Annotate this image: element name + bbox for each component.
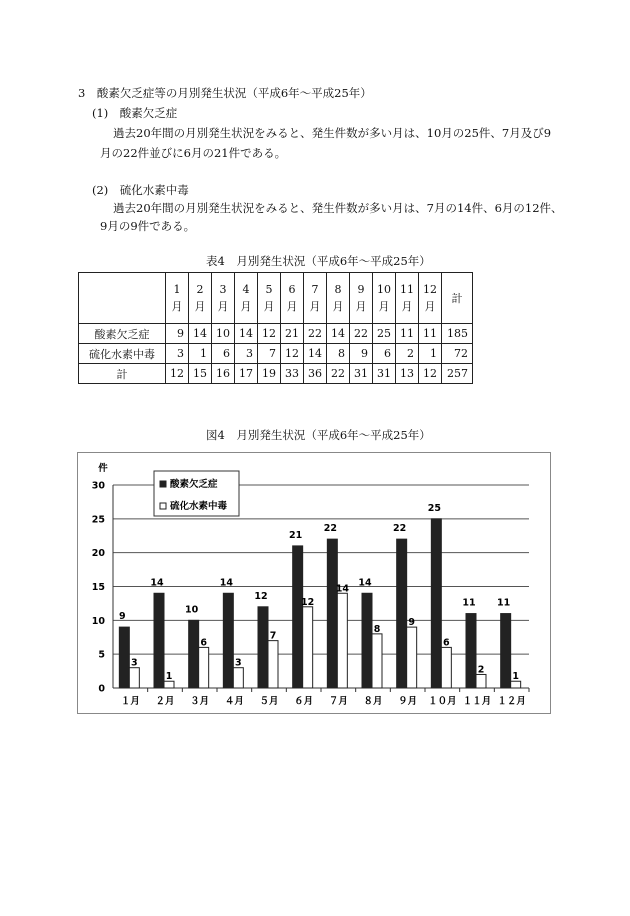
x-tick-label: ８月 bbox=[363, 696, 383, 707]
row-label: 計 bbox=[79, 364, 166, 384]
data-label: 1 bbox=[512, 671, 519, 683]
bar-h2s bbox=[476, 674, 486, 688]
y-tick-label: 0 bbox=[98, 683, 105, 695]
total-cell: 185 bbox=[442, 324, 473, 344]
data-label: 14 bbox=[150, 577, 164, 589]
data-label: 11 bbox=[497, 597, 511, 609]
header-cell: 3 月 bbox=[212, 273, 235, 324]
table-cell: 2 bbox=[396, 344, 419, 364]
data-label: 6 bbox=[200, 637, 207, 649]
table-cell: 16 bbox=[212, 364, 235, 384]
header-cell: 5 月 bbox=[258, 273, 281, 324]
table-cell: 33 bbox=[281, 364, 304, 384]
chart bbox=[77, 452, 551, 714]
table-cell: 1 bbox=[189, 344, 212, 364]
data-label: 14 bbox=[358, 577, 372, 589]
data-label: 1 bbox=[165, 671, 173, 683]
x-tick-label: １２月 bbox=[497, 696, 526, 707]
table-cell: 3 bbox=[166, 344, 189, 364]
table-cell: 6 bbox=[373, 344, 396, 364]
table-cell: 6 bbox=[212, 344, 235, 364]
table-cell: 12 bbox=[281, 344, 304, 364]
bar-h2s bbox=[303, 607, 313, 688]
bar-h2s bbox=[129, 668, 139, 688]
bar-h2s bbox=[233, 668, 243, 688]
table-row bbox=[79, 344, 473, 364]
total-cell: 257 bbox=[442, 364, 473, 384]
data-label: 2 bbox=[477, 664, 485, 676]
paragraph-line: 月の22件並びに6月の21件である。 bbox=[100, 146, 287, 160]
table-row bbox=[79, 364, 473, 384]
header-cell: 1 月 bbox=[166, 273, 189, 324]
bar-o2 bbox=[362, 593, 372, 688]
data-label: 12 bbox=[254, 590, 268, 602]
bar-h2s bbox=[268, 641, 278, 688]
bar-h2s bbox=[199, 647, 209, 688]
table-cell: 13 bbox=[396, 364, 419, 384]
table-cell: 21 bbox=[281, 324, 304, 344]
table-cell: 12 bbox=[258, 324, 281, 344]
monthly-table bbox=[78, 272, 473, 384]
data-label: 3 bbox=[131, 657, 138, 669]
table-cell: 11 bbox=[396, 324, 419, 344]
data-label: 9 bbox=[408, 617, 415, 629]
legend-swatch bbox=[160, 503, 166, 509]
header-cell: 計 bbox=[442, 273, 473, 324]
table-cell: 11 bbox=[419, 324, 442, 344]
table-cell: 15 bbox=[189, 364, 212, 384]
bar-h2s bbox=[337, 593, 347, 688]
table-cell: 12 bbox=[166, 364, 189, 384]
data-label: 11 bbox=[462, 597, 476, 609]
header-cell: 12 月 bbox=[419, 273, 442, 324]
header-cell: 2 月 bbox=[189, 273, 212, 324]
header-cell: 8 月 bbox=[327, 273, 350, 324]
header-cell: 6 月 bbox=[281, 273, 304, 324]
bar-h2s bbox=[407, 627, 417, 688]
table-cell: 14 bbox=[235, 324, 258, 344]
data-label: 10 bbox=[185, 604, 199, 616]
x-tick-label: ３月 bbox=[190, 696, 210, 707]
data-label: 7 bbox=[269, 630, 277, 642]
total-cell: 72 bbox=[442, 344, 473, 364]
table-cell: 9 bbox=[350, 344, 373, 364]
paragraph-line: 9月の9件である。 bbox=[100, 219, 196, 233]
data-label: 14 bbox=[219, 577, 233, 589]
legend-label: 硫化水素中毒 bbox=[170, 501, 228, 512]
data-label: 22 bbox=[393, 523, 407, 535]
table-cell: 12 bbox=[419, 364, 442, 384]
header-cell: 11 月 bbox=[396, 273, 419, 324]
x-tick-label: １１月 bbox=[462, 696, 492, 707]
table-row bbox=[79, 324, 473, 344]
bar-o2 bbox=[119, 627, 129, 688]
bar-o2 bbox=[327, 539, 337, 688]
x-tick-label: １０月 bbox=[428, 696, 457, 707]
bar-o2 bbox=[258, 607, 268, 688]
header-cell: 4 月 bbox=[235, 273, 258, 324]
y-axis-label: 件 bbox=[98, 463, 108, 474]
header-cell: 9 月 bbox=[350, 273, 373, 324]
bar-o2 bbox=[431, 519, 441, 688]
table-cell: 14 bbox=[327, 324, 350, 344]
table-cell: 31 bbox=[350, 364, 373, 384]
data-label: 21 bbox=[289, 529, 303, 541]
bar-h2s bbox=[164, 681, 174, 688]
bar-o2 bbox=[466, 614, 476, 688]
y-tick-label: 10 bbox=[91, 615, 105, 627]
table-cell: 25 bbox=[373, 324, 396, 344]
x-tick-label: ７月 bbox=[328, 696, 348, 707]
paragraph-line: 過去20年間の月別発生状況をみると、発生件数が多い月は、7月の14件、6月の12件、 bbox=[113, 201, 563, 215]
table-cell: 22 bbox=[327, 364, 350, 384]
y-tick-label: 5 bbox=[98, 649, 105, 661]
section-title: 3 酸素欠乏症等の月別発生状況（平成6年～平成25年） bbox=[78, 86, 372, 100]
bar-o2 bbox=[223, 593, 233, 688]
subsection-heading: (2) 硫化水素中毒 bbox=[92, 183, 189, 197]
bar-o2 bbox=[154, 593, 164, 688]
chart-caption: 図4 月別発生状況（平成6年～平成25年） bbox=[206, 428, 431, 442]
x-tick-label: ９月 bbox=[398, 696, 418, 707]
table-cell: 17 bbox=[235, 364, 258, 384]
table-cell: 22 bbox=[304, 324, 327, 344]
row-label: 酸素欠乏症 bbox=[79, 324, 166, 344]
data-label: 14 bbox=[335, 583, 349, 595]
table-cell: 19 bbox=[258, 364, 281, 384]
table-cell: 31 bbox=[373, 364, 396, 384]
table-cell: 14 bbox=[304, 344, 327, 364]
x-tick-label: ４月 bbox=[224, 696, 244, 707]
chart-svg bbox=[78, 453, 550, 713]
table-cell: 22 bbox=[350, 324, 373, 344]
table-cell: 7 bbox=[258, 344, 281, 364]
data-label: 12 bbox=[301, 596, 315, 608]
subsection-heading: (1) 酸素欠乏症 bbox=[92, 106, 178, 120]
table-cell: 3 bbox=[235, 344, 258, 364]
header-cell: 7 月 bbox=[304, 273, 327, 324]
x-tick-label: ２月 bbox=[155, 696, 175, 707]
x-tick-label: ６月 bbox=[294, 696, 314, 707]
table-cell: 10 bbox=[212, 324, 235, 344]
data-label: 22 bbox=[323, 523, 337, 535]
y-tick-label: 25 bbox=[91, 514, 105, 526]
data-label: 6 bbox=[443, 637, 450, 649]
header-cell: 10 月 bbox=[373, 273, 396, 324]
table-cell: 36 bbox=[304, 364, 327, 384]
bar-o2 bbox=[189, 620, 199, 688]
x-tick-label: ５月 bbox=[259, 696, 279, 707]
data-label: 9 bbox=[119, 611, 126, 623]
header-cell bbox=[79, 273, 166, 324]
row-label: 硫化水素中毒 bbox=[79, 344, 166, 364]
data-label: 8 bbox=[373, 623, 381, 635]
bar-o2 bbox=[397, 539, 407, 688]
paragraph-line: 過去20年間の月別発生状況をみると、発生件数が多い月は、10月の25件、7月及び9 bbox=[113, 126, 552, 140]
table-cell: 9 bbox=[166, 324, 189, 344]
legend-label: 酸素欠乏症 bbox=[170, 479, 218, 490]
bar-h2s bbox=[511, 681, 521, 688]
data-label: 3 bbox=[235, 657, 242, 669]
bar-h2s bbox=[372, 634, 382, 688]
legend-swatch bbox=[160, 481, 166, 487]
y-tick-label: 30 bbox=[91, 480, 105, 492]
y-tick-label: 15 bbox=[91, 582, 105, 593]
data-label: 25 bbox=[427, 502, 441, 514]
table-caption: 表4 月別発生状況（平成6年～平成25年） bbox=[206, 254, 431, 268]
y-tick-label: 20 bbox=[91, 548, 105, 560]
table-cell: 8 bbox=[327, 344, 350, 364]
bar-o2 bbox=[501, 614, 511, 688]
x-tick-label: １月 bbox=[120, 696, 140, 707]
bar-o2 bbox=[293, 546, 303, 688]
table-cell: 1 bbox=[419, 344, 442, 364]
table-cell: 14 bbox=[189, 324, 212, 344]
table-header-row bbox=[79, 273, 473, 324]
bar-h2s bbox=[441, 647, 451, 688]
